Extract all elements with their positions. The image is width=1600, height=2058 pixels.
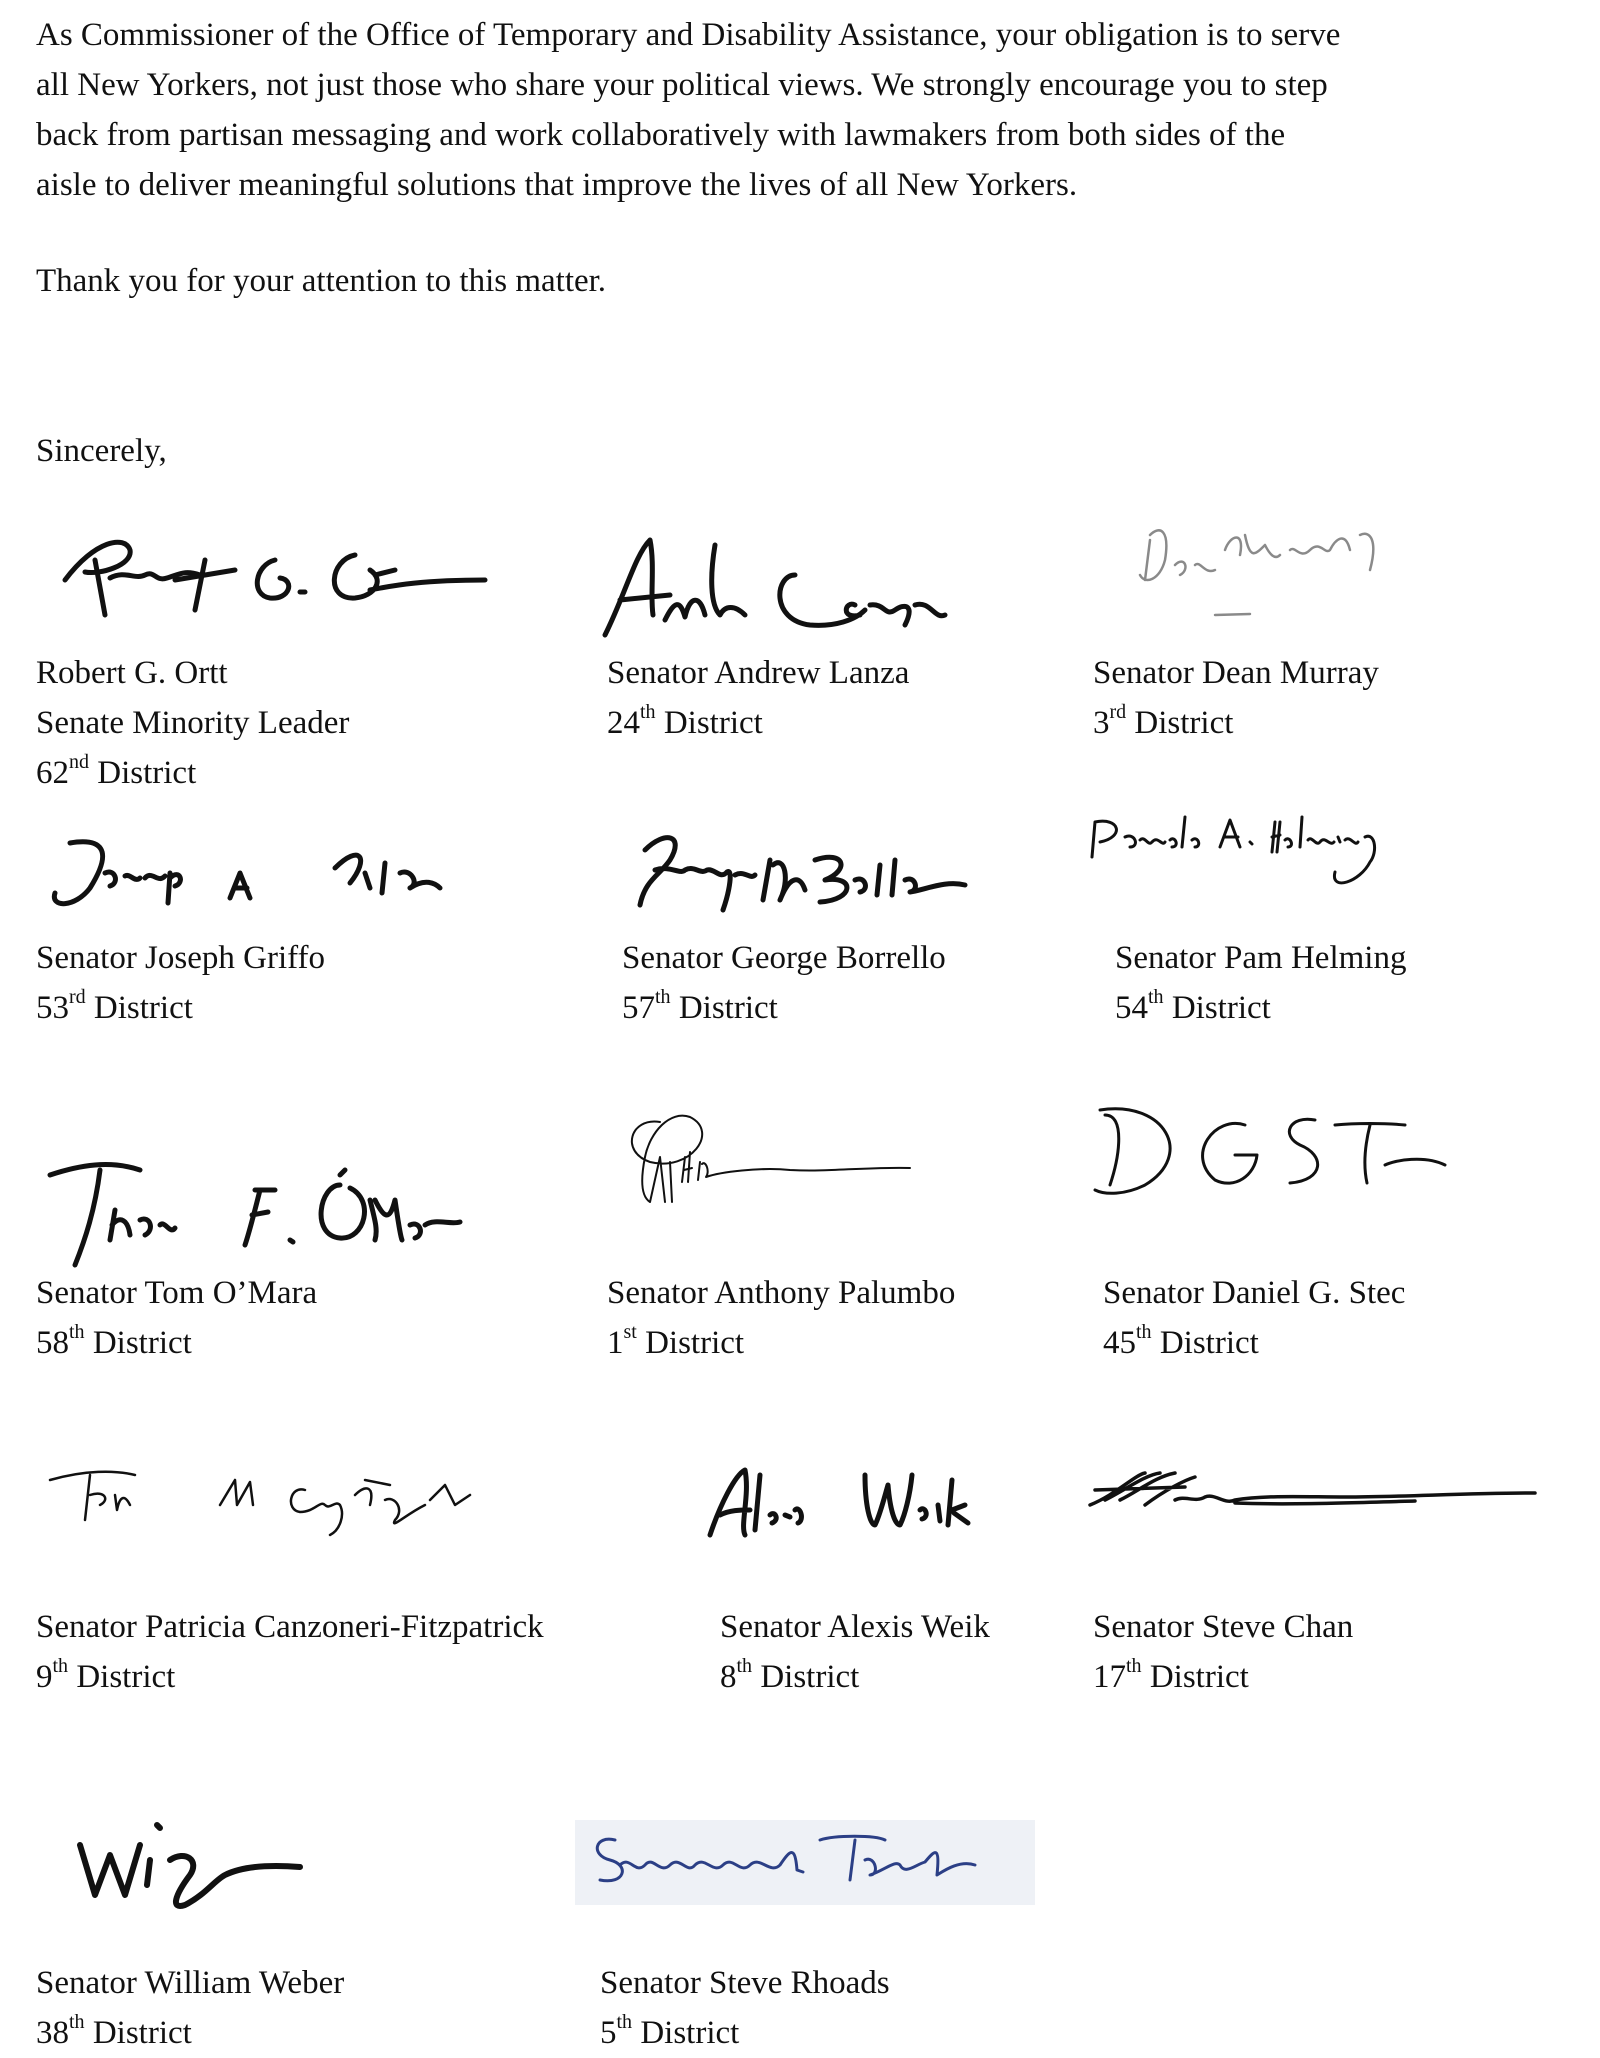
signature-stec xyxy=(1085,1095,1485,1205)
signature-omara xyxy=(40,1150,480,1270)
signatory-block-omara xyxy=(36,1268,317,1368)
signatory-district: 38th District xyxy=(36,2011,192,2051)
signatory-district: 1st District xyxy=(607,1321,745,1361)
signatory-district: 3rd District xyxy=(1093,701,1234,741)
body-line: back from partisan messaging and work collaboratively with lawmakers from both sides of the xyxy=(36,117,1286,153)
signatory-name: Senator William Weber xyxy=(36,1965,345,2001)
signatory-district: 5th District xyxy=(600,2011,740,2051)
signatory-district: 17th District xyxy=(1093,1655,1249,1695)
signatory-block-weber xyxy=(36,1958,344,2058)
signature-weber xyxy=(75,1805,315,1915)
signatory-block-rhoads xyxy=(600,1958,890,2058)
signature-griffo xyxy=(40,828,470,918)
signatory-block-ortt xyxy=(36,648,349,798)
signatory-district: 9th District xyxy=(36,1655,176,1695)
signatory-block-griffo xyxy=(36,933,325,1033)
signatory-district: 62nd District xyxy=(36,751,197,791)
signature-ortt xyxy=(55,520,495,620)
letter-body-paragraph xyxy=(36,10,1526,210)
signatory-name: Senator Steve Chan xyxy=(1093,1609,1354,1645)
signatory-block-murray xyxy=(1093,648,1379,748)
signatory-name: Senator Tom O’Mara xyxy=(36,1275,318,1311)
signatory-district: 8th District xyxy=(720,1655,860,1695)
signature-rhoads xyxy=(575,1820,1035,1905)
signatory-district: 53rd District xyxy=(36,986,193,1026)
signatory-name: Senator Dean Murray xyxy=(1093,655,1379,691)
signature-weik xyxy=(690,1455,1020,1555)
thanks-line: Thank you for your attention to this matter. xyxy=(36,263,607,299)
signatory-name: Senator George Borrello xyxy=(622,940,946,976)
signatory-name: Robert G. Ortt xyxy=(36,655,228,691)
signatory-block-helming xyxy=(1115,933,1406,1033)
signatory-name: Senator Joseph Griffo xyxy=(36,940,326,976)
signatory-title: Senate Minority Leader xyxy=(36,705,350,741)
signatory-name: Senator Pam Helming xyxy=(1115,940,1407,976)
signatory-name: Senator Patricia Canzoneri-Fitzpatrick xyxy=(36,1609,544,1645)
body-line: As Commissioner of the Office of Temporary and Disability Assistance, your obligation is to serve xyxy=(36,17,1341,53)
signatory-district: 24th District xyxy=(607,701,763,741)
signature-borrello xyxy=(615,820,1035,920)
signatory-block-palumbo xyxy=(607,1268,955,1368)
signatory-name: Senator Anthony Palumbo xyxy=(607,1275,956,1311)
signatory-name: Senator Daniel G. Stec xyxy=(1103,1275,1406,1311)
body-line: all New Yorkers, not just those who share your political views. We strongly encourage you to step xyxy=(36,67,1328,103)
signatory-district: 58th District xyxy=(36,1321,192,1361)
signatory-block-lanza xyxy=(607,648,909,748)
signatory-district: 54th District xyxy=(1115,986,1271,1026)
signature-helming xyxy=(1080,802,1460,912)
signature-canzoneri-fitzpatrick xyxy=(45,1460,475,1540)
signatory-block-chan xyxy=(1093,1602,1353,1702)
signatory-name: Senator Alexis Weik xyxy=(720,1609,990,1645)
signatory-block-canzoneri-fitzpatrick xyxy=(36,1602,544,1702)
closing: Sincerely, xyxy=(36,433,167,469)
body-line: aisle to deliver meaningful solutions that improve the lives of all New Yorkers. xyxy=(36,167,1078,203)
signatory-district: 45th District xyxy=(1103,1321,1259,1361)
signature-chan xyxy=(1085,1465,1545,1525)
signatory-block-borrello xyxy=(622,933,946,1033)
signature-palumbo xyxy=(610,1102,940,1212)
signature-murray xyxy=(1130,510,1430,620)
signatory-name: Senator Andrew Lanza xyxy=(607,655,910,691)
signatory-name: Senator Steve Rhoads xyxy=(600,1965,890,2001)
signatory-block-weik xyxy=(720,1602,990,1702)
signatory-district: 57th District xyxy=(622,986,778,1026)
signatory-block-stec xyxy=(1103,1268,1405,1368)
signature-lanza xyxy=(595,535,975,645)
